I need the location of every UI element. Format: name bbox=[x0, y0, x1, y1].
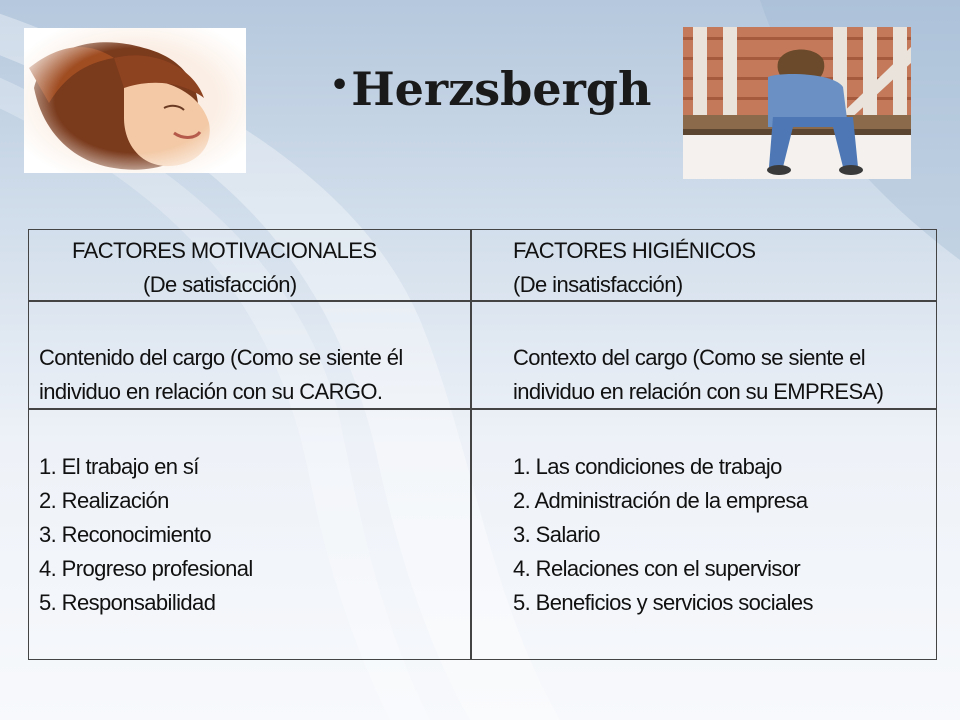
motivational-subheader: (De satisfacción) bbox=[143, 272, 297, 297]
title-text: Herzsbergh bbox=[351, 62, 652, 116]
herzberg-factors-table bbox=[28, 229, 937, 660]
hygiene-item: 5. Beneficios y servicios sociales bbox=[513, 590, 813, 615]
hygiene-subheader: (De insatisfacción) bbox=[513, 272, 683, 297]
hygiene-context-line2: individuo en relación con su EMPRESA) bbox=[513, 379, 884, 404]
motivational-item: 2. Realización bbox=[39, 488, 169, 513]
hygiene-header: FACTORES HIGIÉNICOS bbox=[513, 238, 756, 263]
motivational-context-line1: Contenido del cargo (Como se siente él bbox=[39, 345, 403, 370]
sad-man-photo bbox=[683, 27, 911, 179]
hygiene-item: 4. Relaciones con el supervisor bbox=[513, 556, 801, 581]
motivational-item: 3. Reconocimiento bbox=[39, 522, 212, 547]
hygiene-context-line1: Contexto del cargo (Como se siente el bbox=[513, 345, 865, 370]
motivational-item: 1. El trabajo en sí bbox=[39, 454, 199, 479]
motivational-item: 5. Responsabilidad bbox=[39, 590, 216, 615]
motivational-item: 4. Progreso profesional bbox=[39, 556, 253, 581]
hygiene-item: 2. Administración de la empresa bbox=[513, 488, 808, 513]
hygiene-item: 1. Las condiciones de trabajo bbox=[513, 454, 782, 479]
motivational-header: FACTORES MOTIVACIONALES bbox=[72, 238, 377, 263]
title-bullet: • bbox=[330, 68, 350, 103]
woman-photo bbox=[24, 28, 246, 173]
motivational-context-line2: individuo en relación con su CARGO. bbox=[39, 379, 383, 404]
hygiene-item: 3. Salario bbox=[513, 522, 600, 547]
slide-title bbox=[330, 62, 651, 122]
column-divider bbox=[470, 230, 472, 659]
